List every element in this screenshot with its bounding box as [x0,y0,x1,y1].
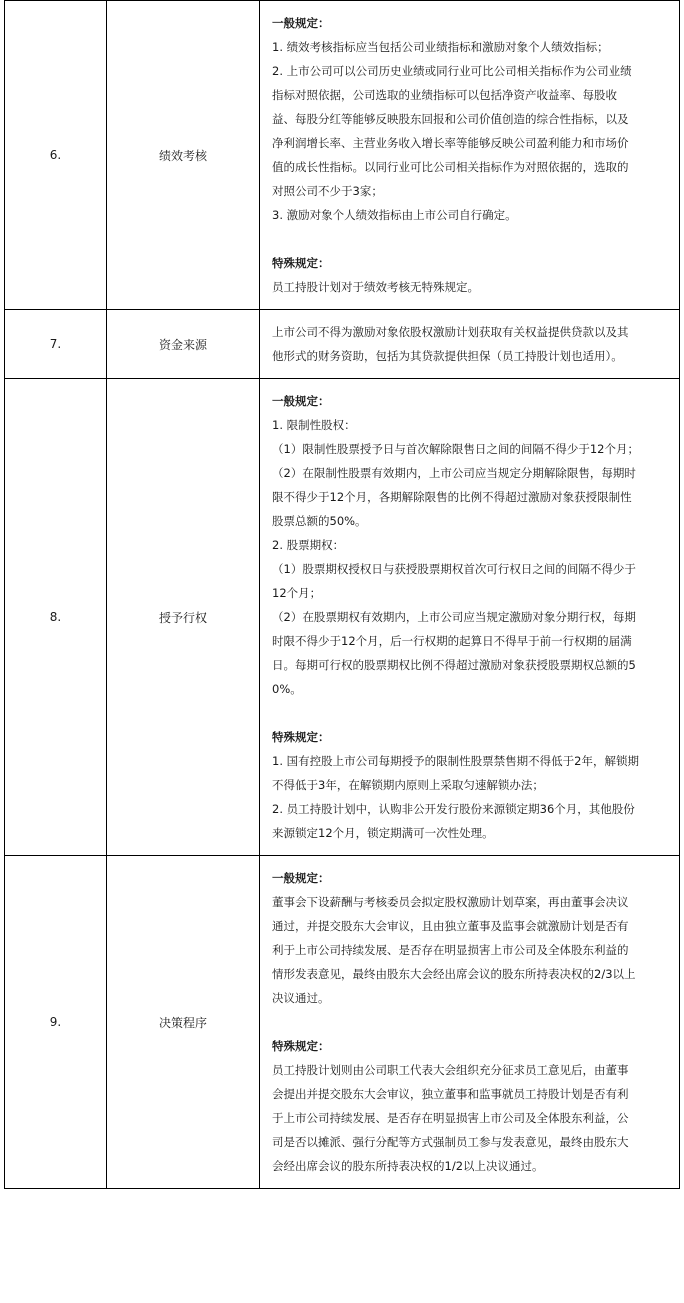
content-line: （1）限制性股票授予日与首次解除限售日之间的间隔不得少于12个月； [272,442,639,456]
content-line: 指标对照依据，公司选取的业绩指标可以包括净资产收益率、每股收 [272,88,617,102]
table-row [5,856,680,1189]
content-line: 0%。 [272,682,302,696]
content-line: 2. 股票期权： [272,538,345,552]
section-heading: 一般规定： [272,394,330,408]
table-row [5,1,680,310]
content-line: （2）在限制性股票有效期内，上市公司应当规定分期解除限售，每期时 [272,466,636,480]
row-number: 7. [5,310,107,379]
blank-line [272,701,669,725]
content-line: 益、每股分红等能够反映股东回报和公司价值创造的综合性指标，以及 [272,112,629,126]
content-line: 限不得少于12个月，各期解除限售的比例不得超过激励对象获授限制性 [272,490,632,504]
content-line: 他形式的财务资助，包括为其贷款提供担保（员工持股计划也适用）。 [272,349,623,363]
content-line: 员工持股计划对于绩效考核无特殊规定。 [272,280,479,294]
section-heading: 特殊规定： [272,730,330,744]
section-heading: 特殊规定： [272,256,330,270]
content-line: 值的成长性指标。以同行业可比公司相关指标作为对照依据的，选取的 [272,160,629,174]
content-line: 通过，并提交股东大会审议，且由独立董事及监事会就激励计划是否有 [272,919,629,933]
content-line: 2. 员工持股计划中，认购非公开发行股份来源锁定期36个月，其他股份 [272,802,635,816]
row-topic: 授予行权 [107,379,260,856]
row-topic: 绩效考核 [107,1,260,310]
row-number: 8. [5,379,107,856]
blank-line [272,1010,669,1034]
content-line: 2. 上市公司可以公司历史业绩或同行业可比公司相关指标作为公司业绩 [272,64,632,78]
section-heading: 一般规定： [272,16,330,30]
row-content [260,856,680,1189]
content-line: 情形发表意见，最终由股东大会经出席会议的股东所持表决权的2/3以上 [272,967,636,981]
content-line: 1. 绩效考核指标应当包括公司业绩指标和激励对象个人绩效指标； [272,40,609,54]
row-content [260,1,680,310]
section-heading: 一般规定： [272,871,330,885]
content-line: 股票总额的50%。 [272,514,367,528]
content-line: 董事会下设薪酬与考核委员会拟定股权激励计划草案，再由董事会决议 [272,895,629,909]
content-line: 员工持股计划则由公司职工代表大会组织充分征求员工意见后，由董事 [272,1063,629,1077]
content-line: 上市公司不得为激励对象依股权激励计划获取有关权益提供贷款以及其 [272,325,629,339]
table-body [5,1,680,1189]
table-row [5,379,680,856]
content-line: （2）在股票期权有效期内，上市公司应当规定激励对象分期行权，每期 [272,610,636,624]
section-heading: 特殊规定： [272,1039,330,1053]
row-topic: 资金来源 [107,310,260,379]
content-line: 利于上市公司持续发展、是否存在明显损害上市公司及全体股东利益的 [272,943,629,957]
content-line: 日。每期可行权的股票期权比例不得超过激励对象获授股票期权总额的5 [272,658,636,672]
blank-line [272,227,669,251]
table-row [5,310,680,379]
content-line: 对照公司不少于3家； [272,184,383,198]
regulation-table [4,0,680,1189]
content-line: 不得低于3年，在解锁期内原则上采取匀速解锁办法； [272,778,544,792]
row-content [260,310,680,379]
content-line: 会提出并提交股东大会审议，独立董事和监事就员工持股计划是否有利 [272,1087,629,1101]
content-line: 净利润增长率、主营业务收入增长率等能够反映公司盈利能力和市场价 [272,136,629,150]
row-content [260,379,680,856]
content-line: 司是否以摊派、强行分配等方式强制员工参与发表意见，最终由股东大 [272,1135,629,1149]
content-line: 1. 国有控股上市公司每期授予的限制性股票禁售期不得低于2年，解锁期 [272,754,639,768]
row-number: 9. [5,856,107,1189]
content-line: 12个月； [272,586,322,600]
row-number: 6. [5,1,107,310]
content-line: 时限不得少于12个月，后一行权期的起算日不得早于前一行权期的届满 [272,634,632,648]
content-line: 3. 激励对象个人绩效指标由上市公司自行确定。 [272,208,517,222]
content-line: 1. 限制性股权： [272,418,356,432]
content-line: 会经出席会议的股东所持表决权的1/2以上决议通过。 [272,1159,544,1173]
content-line: （1）股票期权授权日与获授股票期权首次可行权日之间的间隔不得少于 [272,562,636,576]
content-line: 来源锁定12个月，锁定期满可一次性处理。 [272,826,494,840]
content-line: 于上市公司持续发展、是否存在明显损害上市公司及全体股东利益，公 [272,1111,629,1125]
content-line: 决议通过。 [272,991,330,1005]
row-topic: 决策程序 [107,856,260,1189]
